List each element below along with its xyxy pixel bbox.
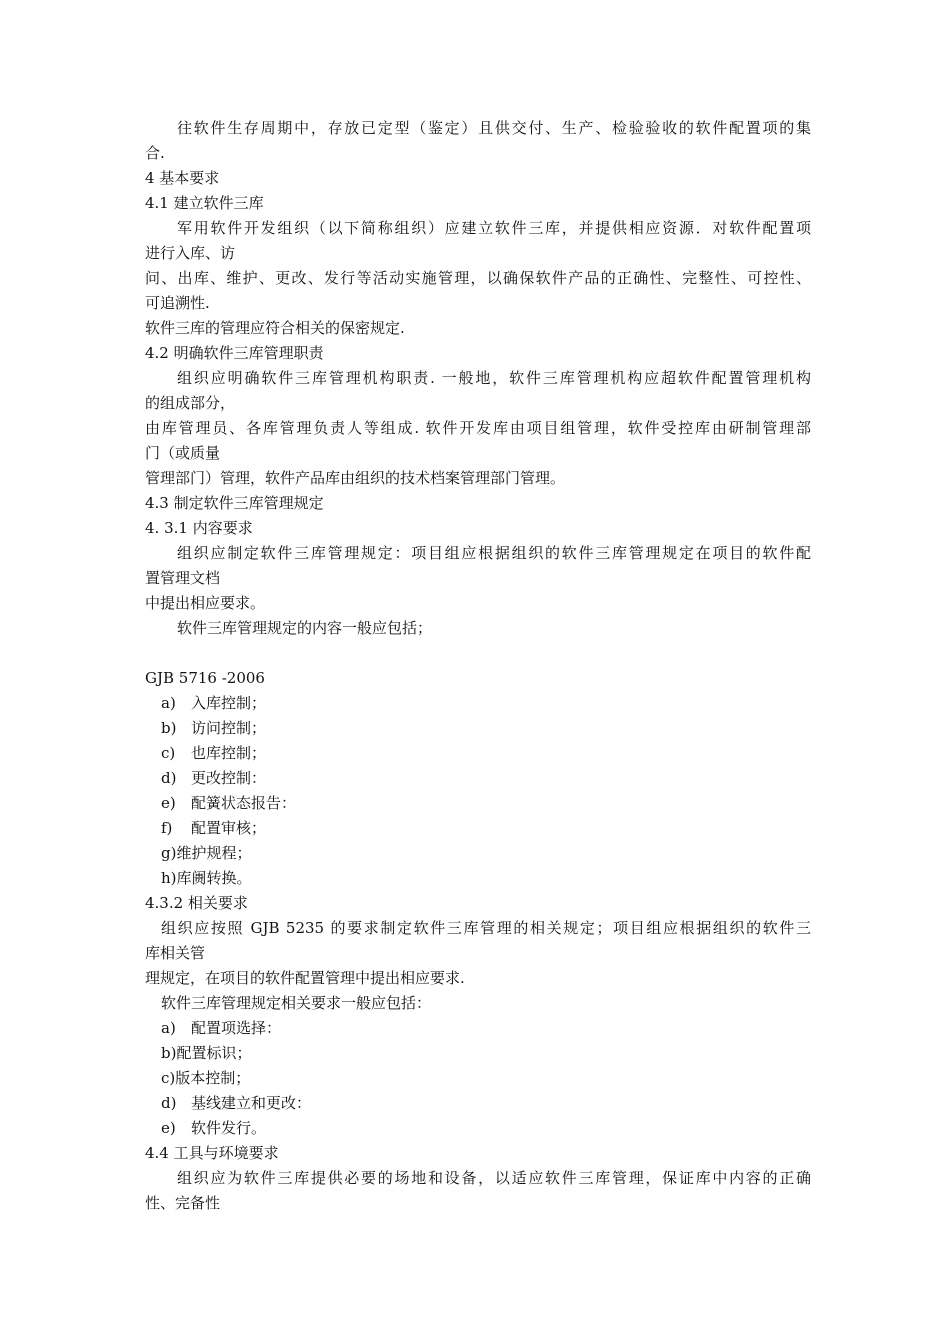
- list-item: [145, 1116, 811, 1141]
- list-marker: e): [161, 1119, 176, 1137]
- paragraph-line: 性、完备性: [145, 1194, 221, 1212]
- paragraph-line: 理规定，在项目的软件配置管理中提出相应要求.: [145, 969, 465, 987]
- list-marker: a): [161, 1019, 176, 1037]
- list-marker: c): [161, 1069, 176, 1087]
- paragraph-line: 中提出相应要求。: [145, 594, 266, 612]
- paragraph-line: 问、出库、维护、更改、发行等活动实施管理，以确保软件产品的正确性、完整性、可控性、: [145, 269, 811, 287]
- content-list: [145, 691, 811, 891]
- paragraph-line: 合.: [145, 144, 165, 162]
- list-item: [145, 791, 811, 816]
- paragraph-line: 的组成部分，: [145, 394, 236, 412]
- list-text: 也库控制；: [191, 744, 267, 762]
- document-body: [145, 116, 811, 1216]
- paragraph-line: 组织应明确软件三库管理机构职责. 一般地，软件三库管理机构应超软件配置管理机构: [177, 369, 811, 387]
- list-text: 库阓转换。: [176, 869, 252, 887]
- blank-line: [145, 641, 811, 666]
- list-item: [145, 716, 811, 741]
- paragraph-line: 置管理文档: [145, 569, 221, 587]
- requirements-list: [145, 1016, 811, 1141]
- list-item: [145, 1041, 811, 1066]
- list-text: 配置审核；: [191, 819, 267, 837]
- list-text: 配置项选择：: [191, 1019, 282, 1037]
- paragraph-line: 软件三库管理规定相关要求一般应包括：: [161, 994, 432, 1012]
- list-marker: f): [161, 819, 173, 837]
- section-heading: 4.3.2 相关要求: [145, 894, 248, 912]
- paragraph-line: 军用软件开发组织（以下简称组织）应建立软件三库，并提供相应资源．对软件配置项: [177, 219, 811, 237]
- list-text: 入库控制；: [191, 694, 267, 712]
- paragraph-line: 软件三库管理规定的内容一般应包括；: [177, 619, 433, 637]
- list-item: [145, 1066, 811, 1091]
- list-text: 软件发行。: [191, 1119, 267, 1137]
- list-text: 基线建立和更改：: [191, 1094, 312, 1112]
- list-marker: d): [161, 1094, 177, 1112]
- paragraph-line: 往软件生存周期中，存放已定型（鉴定）且供交付、生产、检验验收的软件配置项的集: [177, 119, 811, 137]
- list-marker: b): [161, 719, 177, 737]
- list-text: 维护规程；: [176, 844, 252, 862]
- list-marker: d): [161, 769, 177, 787]
- paragraph-line: 由库管理员、各库管理负责人等组成. 软件开发库由项目组管理，软件受控库由研制管理部: [145, 419, 811, 437]
- list-text: 访问控制；: [191, 719, 267, 737]
- list-text: 配簧状态报告：: [191, 794, 297, 812]
- list-marker: e): [161, 794, 176, 812]
- list-item: [145, 1091, 811, 1116]
- paragraph-line: 进行入库、访: [145, 244, 236, 262]
- list-item: [145, 741, 811, 766]
- section-heading: 4.1 建立软件三库: [145, 194, 264, 212]
- section-heading: 4. 3.1 内容要求: [145, 519, 253, 537]
- list-item: [145, 1016, 811, 1041]
- paragraph-line: 可追溯性.: [145, 294, 210, 312]
- section-heading: 4.2 明确软件三库管理职责: [145, 344, 324, 362]
- list-marker: c): [161, 744, 176, 762]
- paragraph-line: 软件三库的管理应符合相关的保密规定.: [145, 319, 405, 337]
- list-item: [145, 691, 811, 716]
- paragraph-line: 组织应制定软件三库管理规定：项目组应根据组织的软件三库管理规定在项目的软件配: [177, 544, 811, 562]
- paragraph-line: 门（或质量: [145, 444, 221, 462]
- list-item: [145, 841, 811, 866]
- section-heading: 4.3 制定软件三库管理规定: [145, 494, 324, 512]
- list-marker: h): [161, 869, 177, 887]
- paragraph-line: 库相关管: [145, 944, 206, 962]
- list-text: 更改控制：: [191, 769, 267, 787]
- list-marker: a): [161, 694, 176, 712]
- list-item: [145, 866, 811, 891]
- list-marker: b): [161, 1044, 177, 1062]
- section-heading: 4.4 工具与环境要求: [145, 1144, 279, 1162]
- list-item: [145, 816, 811, 841]
- paragraph-line: 组织应为软件三库提供必要的场地和设备，以适应软件三库管理，保证库中内容的正确: [177, 1169, 811, 1187]
- list-item: [145, 766, 811, 791]
- list-text: 配置标识；: [176, 1044, 252, 1062]
- page-header-code: GJB 5716 -2006: [145, 669, 265, 687]
- paragraph-line: 管理部门）管理，软件产品库由组织的技术档案管理部门管理。: [145, 469, 566, 487]
- list-marker: g): [161, 844, 177, 862]
- section-heading: 4 基本要求: [145, 169, 220, 187]
- paragraph-line: 组织应按照 GJB 5235 的要求制定软件三库管理的相关规定；项目组应根据组织的软件三: [161, 919, 811, 937]
- list-text: 版本控制；: [175, 1069, 251, 1087]
